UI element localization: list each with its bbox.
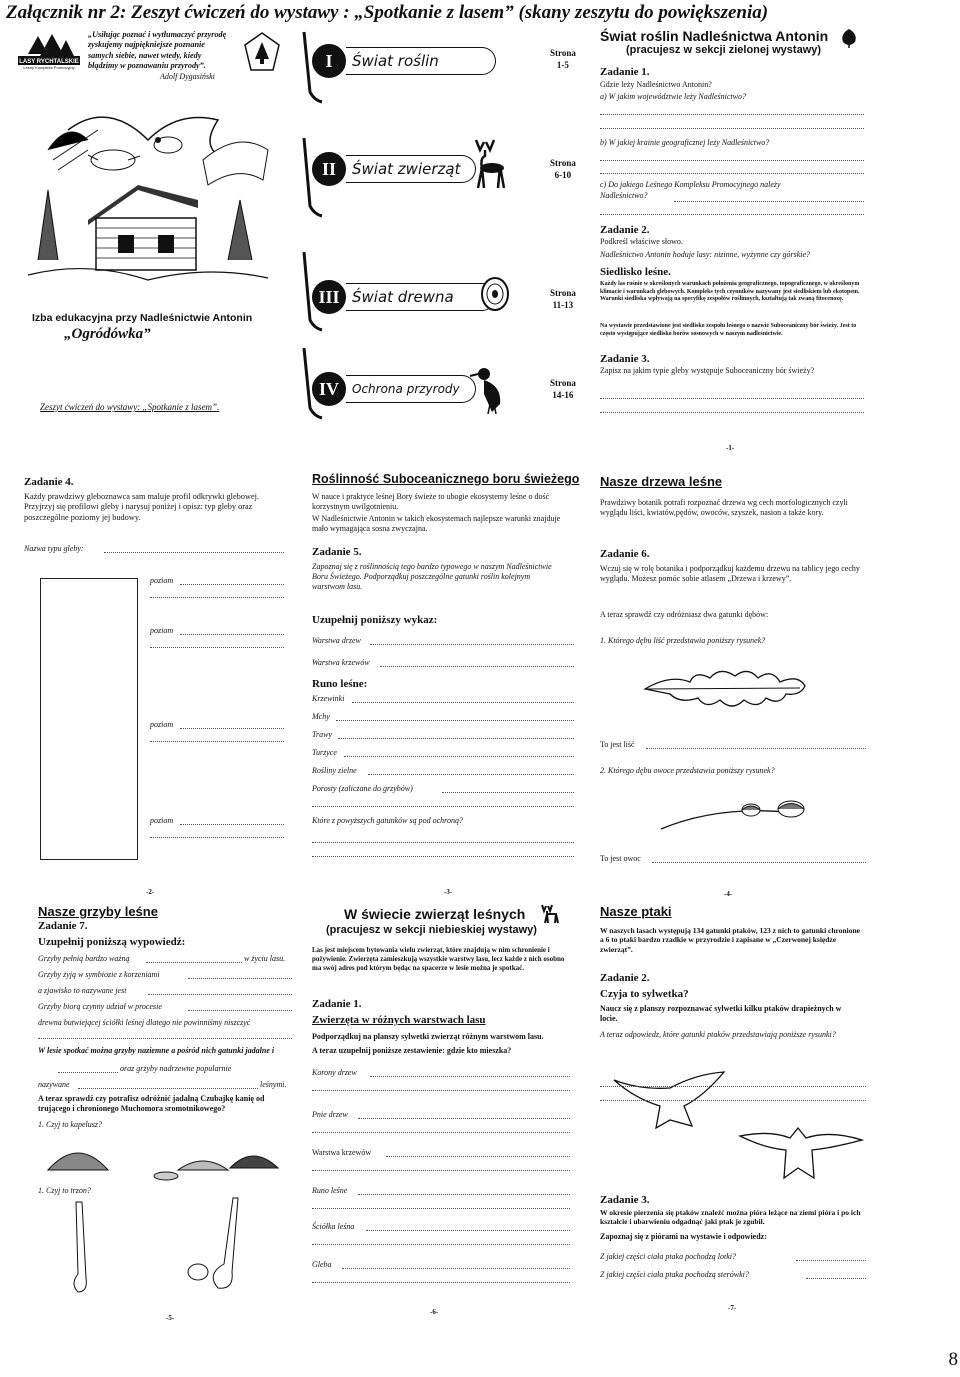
answer-line[interactable] <box>146 962 242 963</box>
p7-z2-t: Naucz się z planszy rozpoznawać sylwetki kilku ptaków drapieżnych w locie. <box>600 1004 842 1023</box>
answer-line[interactable] <box>380 666 574 667</box>
answer-line[interactable] <box>370 1076 570 1077</box>
p1-z2: Zadanie 2. <box>600 224 650 236</box>
answer-line[interactable] <box>600 173 864 174</box>
answer-line[interactable] <box>312 1170 570 1171</box>
p1-z3: Zadanie 3. <box>600 353 650 365</box>
answer-line[interactable] <box>312 1090 570 1091</box>
p5-l1: Grzyby pełnią bardzo ważną <box>38 954 130 963</box>
answer-line[interactable] <box>600 412 864 413</box>
page-number-3: -3- <box>444 888 453 896</box>
page-title: Załącznik nr 2: Zeszyt ćwiczeń do wystawy : „Spotkanie z lasem” (skany zeszytu do powiększenia) <box>6 2 769 23</box>
bird-silhouettes-drawing <box>600 1066 870 1206</box>
strona-label: Strona <box>550 288 576 298</box>
page-number-7: -7- <box>728 1304 737 1312</box>
strona-pages: 6-10 <box>554 169 572 180</box>
toc-item <box>300 348 590 420</box>
toc-label: Świat zwierząt <box>346 155 476 183</box>
toc-item <box>300 32 590 102</box>
strona-pages: 1-5 <box>556 59 569 70</box>
lasy-rychtalskie-logo <box>18 34 80 74</box>
p5-l2: Grzyby żyją w symbiozie z korzeniami <box>38 970 160 979</box>
layer-item: Warstwa krzewów <box>312 1148 372 1157</box>
p1-z1-q: Gdzie leży Nadleśnictwo Antonin? <box>600 80 712 89</box>
logo-left-sub: Leśny Kompleks Promocyjny <box>23 65 75 70</box>
p1-z1-b: b) W jakiej krainie geograficznej leży Nadleśnictwo? <box>600 138 770 147</box>
answer-line[interactable] <box>150 647 284 648</box>
p4-q1: 1. Którego dębu liść przedstawia poniższy rysunek? <box>600 636 766 645</box>
p1-siedlisko: Siedlisko leśne. <box>600 266 671 278</box>
p3-w2: Warstwa krzewów <box>312 658 370 667</box>
page-1-panel <box>598 28 868 458</box>
answer-line[interactable] <box>352 702 574 703</box>
answer-line[interactable] <box>600 214 864 215</box>
strona-pages: 14-16 <box>552 389 574 400</box>
answer-line[interactable] <box>600 128 864 129</box>
toc-item <box>300 252 590 342</box>
answer-line[interactable] <box>180 728 284 729</box>
strona-label: Strona <box>550 158 576 168</box>
p4-t: Prawdziwy botanik potrafi rozpoznać drzewa wg cech morfologicznych czyli wyglądu liści, kwiatów,pędów, owoców, szyszek, nasion a także kory. <box>600 498 848 517</box>
p2-z4-t: Każdy prawdziwy gleboznawca sam maluje profil odkrywki glebowej. Przyjrzyj się profilowi gleby i narysuj poniżej i opisz: typ gleby oraz poszczególne poziomy jej budowy. <box>24 492 260 522</box>
p3-t1: W nauce i praktyce leśnej Bory świeże to ubogie ekosystemy leśne o dość korzystnym uwilgotnieniu. <box>312 492 550 511</box>
p7-q1: Z jakiej części ciała ptaka pochodzą lotki? <box>600 1252 736 1261</box>
toc-label: Świat drewna <box>346 283 496 311</box>
layer-item: Ściółka leśna <box>312 1222 355 1231</box>
p7-z2-q: Czyja to sylwetka? <box>600 988 689 1000</box>
p4-lisc: To jest liść <box>600 740 635 749</box>
answer-line[interactable] <box>188 1010 292 1011</box>
p7-title: Nasze ptaki <box>600 904 672 919</box>
poziom-label: poziom <box>150 576 174 585</box>
answer-line[interactable] <box>312 806 574 807</box>
ogrodowka-text: „Ogródówka” <box>64 326 151 342</box>
mushroom-stems-drawing <box>48 1194 288 1304</box>
roman-numeral: I <box>312 44 346 78</box>
answer-line[interactable] <box>366 1230 570 1231</box>
p7-z2-t2: A teraz odpowiedz, które gatunki ptaków przedstawiają poniższe rysunki? <box>600 1030 836 1039</box>
answer-line[interactable] <box>386 1156 570 1157</box>
p5-l6b: oraz grzyby nadrzewne popularnie <box>120 1064 232 1073</box>
answer-line[interactable] <box>150 597 284 598</box>
page-3-panel <box>312 472 580 896</box>
p1-z2-t: Nadleśnictwo Antonin hoduje lasy: nizinne, wyżynne czy górskie? <box>600 250 811 259</box>
answer-line[interactable] <box>148 994 292 995</box>
runo-item: Mchy <box>312 712 330 721</box>
answer-line[interactable] <box>38 1038 292 1039</box>
p2-nazwa: Nazwa typu gleby: <box>24 544 84 553</box>
p5-q1: 1. Czyj to kapelusz? <box>38 1120 102 1129</box>
quote-line: samych siebie, nawet wtedy, kiedy <box>88 50 202 60</box>
p6-title: W świecie zwierząt leśnych <box>344 906 526 922</box>
answer-line[interactable] <box>188 978 292 979</box>
p1-z3-q: Zapisz na jakim typie gleby występuje Suboceaniczny bór świeży? <box>600 366 815 375</box>
p5-l7: nazywane <box>38 1080 70 1089</box>
page-number-1: -1- <box>726 444 735 452</box>
p6-z1-t: Podporządkuj na planszy sylwetki zwierząt różnym warstwom lasu. <box>312 1032 544 1041</box>
roman-numeral: IV <box>312 372 346 406</box>
log-icon <box>480 274 510 314</box>
p5-t: A teraz sprawdź czy potrafisz odróżnić jadalną Czubajkę kanię od trującego i chronionego Muchomora sromotnikowego? <box>38 1094 265 1113</box>
p2-z4: Zadanie 4. <box>24 476 74 488</box>
p7-z3-t2: Zapoznaj się z piórami na wystawie i odpowiedz: <box>600 1232 767 1241</box>
zeszyt-text: Zeszyt ćwiczeń do wystawy: „Spotkanie z lasem”. <box>40 402 220 412</box>
answer-line[interactable] <box>180 584 284 585</box>
answer-line[interactable] <box>150 741 284 742</box>
page-number-6: -6- <box>430 1308 439 1316</box>
page-number-4: -4- <box>724 890 733 898</box>
roman-numeral: III <box>312 280 346 314</box>
p5-l1b: w życiu lasu. <box>244 954 286 963</box>
lasy-panstwowe-logo <box>244 32 280 72</box>
runo-item: Rośliny zielne <box>312 766 357 775</box>
page-4-panel <box>600 474 870 898</box>
toc-strona <box>550 158 576 181</box>
p3-z5-t: Zapoznaj się z roślinnością tego bardzo typowego w naszym Nadleśnictwie Boru Świeżego. Podporządkuj poszczególne gatunki roślin kolejnym warstwom lasu. <box>312 562 552 591</box>
answer-line[interactable] <box>104 552 284 553</box>
answer-line[interactable] <box>368 774 574 775</box>
p7-q2: Z jakiej części ciała ptaka pochodzą sterówki? <box>600 1270 749 1279</box>
p6-z1: Zadanie 1. <box>312 998 362 1010</box>
answer-line[interactable] <box>342 1268 570 1269</box>
quote-author: Adolf Dygasiński <box>160 72 215 81</box>
toc-panel <box>300 30 590 420</box>
toc-strona <box>550 288 576 311</box>
layer-item: Gleba <box>312 1260 332 1269</box>
p4-z6-t: Wczuj się w rolę botanika i podporządkuj każdemu drzewu na tablicy jego cechy wyglądu. Możesz pomóc sobie atlasem „Drzewa i krzewy”. <box>600 564 860 583</box>
forest-house-illustration <box>28 90 278 290</box>
deer-icon <box>470 138 510 193</box>
answer-line[interactable] <box>600 398 864 399</box>
p1-z1-c1: c) Do jakiego Leśnego Kompleksu Promocyjnego należy <box>600 180 781 189</box>
p3-w1: Warstwa drzew <box>312 636 361 645</box>
p1-title: Świat roślin Nadleśnictwa Antonin <box>600 28 829 44</box>
p6-z1-h: Zwierzęta w różnych warstwach lasu <box>312 1014 486 1026</box>
strona-label: Strona <box>550 48 576 58</box>
deer-small-icon <box>538 904 560 924</box>
p6-t: Las jest miejscem bytowania wielu zwierząt, które znajdują w nim schronienie i pożywienie. Zwierzęta zamieszkują wszystkie warstwy lasu, lecz każde z nich osobno ma swój adres pod którym będąc na spacerze w lesie można je spotkać. <box>312 946 565 972</box>
p4-q2: 2. Którego dębu owoce przedstawia poniższy rysunek? <box>600 766 775 775</box>
p5-l5: drewna butwiejącej ściółki leśnej dlatego nie powinniśmy niszczyć <box>38 1018 251 1027</box>
p3-t2: W Nadleśnictwie Antonin w takich ekosystemach najlepsze warunki znajduje mało wymagająca sosna zwyczajna. <box>312 514 561 533</box>
p7-z2: Zadanie 2. <box>600 972 650 984</box>
p3-title: Roślinność Suboceanicznego boru świeżego <box>312 472 580 486</box>
runo-item: Trawy <box>312 730 333 739</box>
poziom-label: poziom <box>150 626 174 635</box>
answer-line[interactable] <box>78 1088 258 1089</box>
answer-line[interactable] <box>312 1282 570 1283</box>
strona-label: Strona <box>550 378 576 388</box>
answer-line[interactable] <box>150 837 284 838</box>
toc-label: Ochrona przyrody <box>346 375 476 403</box>
answer-line[interactable] <box>646 748 866 749</box>
strona-pages: 11-13 <box>552 299 574 310</box>
toc-strona <box>550 48 576 71</box>
answer-line[interactable] <box>600 160 864 161</box>
p4-owoc: To jest owoc <box>600 854 641 863</box>
p1-subtitle: (pracujesz w sekcji zielonej wystawy) <box>626 44 822 56</box>
page-5-panel <box>38 904 296 1324</box>
answer-line[interactable] <box>312 842 574 843</box>
answer-line[interactable] <box>312 1132 570 1133</box>
cover-panel <box>18 30 280 420</box>
p7-z3-t: W okresie pierzenia się ptaków znaleźć można pióra leżące na ziemi pióra i po ich kształcie i ubarwieniu odgadnąć jaki ptak je zgubił. <box>600 1208 861 1227</box>
answer-line[interactable] <box>358 1118 570 1119</box>
p6-subtitle: (pracujesz w sekcji niebieskiej wystawy) <box>326 924 537 936</box>
answer-line[interactable] <box>312 1244 570 1245</box>
oak-leaf-drawing <box>640 664 840 714</box>
page-number: 8 <box>948 1349 958 1370</box>
p6-z1-t2: A teraz uzupełnij poniższe zestawienie: gdzie kto mieszka? <box>312 1046 512 1055</box>
p5-q2: 1. Czyj to trzon? <box>38 1186 91 1195</box>
answer-line[interactable] <box>312 856 574 857</box>
toc-item <box>300 138 590 228</box>
p1-z1-c2: Nadleśnictwo? <box>600 191 648 200</box>
p4-z6-t2: A teraz sprawdź czy odróżniasz dwa gatunki dębów: <box>600 610 769 619</box>
answer-line[interactable] <box>344 756 574 757</box>
answer-line[interactable] <box>58 1072 118 1073</box>
p4-z6: Zadanie 6. <box>600 548 650 560</box>
p5-z7: Zadanie 7. <box>38 920 88 932</box>
page-7-panel <box>600 904 870 1324</box>
p1-z1: Zadanie 1. <box>600 66 650 78</box>
layer-item: Korony drzew <box>312 1068 357 1077</box>
p1-z2-q: Podkreśl właściwe słowo. <box>600 237 683 246</box>
roman-numeral: II <box>312 152 346 186</box>
logo-left-text: LASY RYCHTALSKIE <box>19 59 79 65</box>
leaf-icon <box>840 28 858 48</box>
answer-line[interactable] <box>796 1260 866 1261</box>
p4-title: Nasze drzewa leśne <box>600 474 723 489</box>
runo-item: Porosty (zaliczane do grzybów) <box>312 784 413 793</box>
poziom-label: poziom <box>150 720 174 729</box>
quote-line: błądzimy w poznawaniu przyrody”. <box>88 60 206 70</box>
cover-quote <box>88 30 248 71</box>
page-number-2: -2- <box>146 888 155 896</box>
p7-t: W naszych lasach występują 134 gatunki ptaków, 123 z nich to gatunki chronione a 6 to ptaki bardzo rzadkie w przyrodzie i zapisane w „Czerwonej księdze zwierząt”. <box>600 926 860 954</box>
acorn-drawing <box>656 794 856 834</box>
page-6-panel <box>312 904 574 1324</box>
answer-line[interactable] <box>180 634 284 635</box>
runo-item: Krzewinki <box>312 694 345 703</box>
answer-line[interactable] <box>338 738 574 739</box>
p1-z1-a: a) W jakim województwie leży Nadleśnictwo? <box>600 92 746 101</box>
stork-icon <box>472 364 508 414</box>
toc-label: Świat roślin <box>346 47 496 75</box>
p3-uzup: Uzupełnij poniższy wykaz: <box>312 614 438 626</box>
p5-l4: Grzyby biorą czynny udział w procesie <box>38 1002 162 1011</box>
answer-line[interactable] <box>806 1278 866 1279</box>
layer-item: Pnie drzew <box>312 1110 348 1119</box>
p5-l3: a zjawisko to nazywane jest <box>38 986 127 995</box>
izba-text: Izba edukacyjna przy Nadleśnictwie Antonin <box>32 312 253 324</box>
p5-l6: W lesie spotkać można grzyby naziemne a pośród nich gatunki jadalne i <box>38 1046 275 1055</box>
p5-l7b: leśnymi. <box>260 1080 287 1089</box>
answer-line[interactable] <box>180 824 284 825</box>
p3-z5: Zadanie 5. <box>312 546 362 558</box>
p3-chron: Które z powyższych gatunków są pod ochroną? <box>312 816 463 825</box>
page-2-panel <box>24 476 294 896</box>
runo-item: Turzyce <box>312 748 337 757</box>
p5-title: Nasze grzyby leśne <box>38 904 158 919</box>
p3-runo: Runo leśne: <box>312 678 368 690</box>
layer-item: Runo leśne <box>312 1186 348 1195</box>
p1-siedlisko-t: Każdy las rośnie w określonych warunkach położenia geograficznego, topograficznego, w określonym klimacie i warunkach glebowych. Kompleks tych czynników nazywany jest siedliskiem lub ekotopem. Warunki siedliska wpływają na specyfikę zespołów roślinnych, kształtują tak zwaną fitocenozę. <box>600 281 860 302</box>
answer-line[interactable] <box>674 201 864 202</box>
answer-line[interactable] <box>312 1208 570 1209</box>
answer-line[interactable] <box>442 792 574 793</box>
answer-line[interactable] <box>600 114 864 115</box>
soil-profile-box[interactable] <box>40 578 138 860</box>
answer-line[interactable] <box>600 1086 866 1087</box>
page-number-5: -5- <box>166 1314 175 1322</box>
quote-line: zyskujemy najpiękniejsze poznanie <box>88 40 205 50</box>
poziom-label: poziom <box>150 816 174 825</box>
answer-line[interactable] <box>358 1194 570 1195</box>
answer-line[interactable] <box>652 862 866 863</box>
toc-strona <box>550 378 576 401</box>
answer-line[interactable] <box>600 1100 866 1101</box>
quote-line: „Usiłując poznać i wytłumaczyć przyrodę <box>88 30 227 39</box>
p7-z3: Zadanie 3. <box>600 1194 650 1206</box>
answer-line[interactable] <box>370 644 574 645</box>
p1-wystawa-t: Na wystawie przedstawione jest siedlisko zespołu leśnego o nazwie Suboceaniczny bór świeży. Jest to często występujące siedlisko borów sosnowych w naszym nadleśnictwie. <box>600 323 857 337</box>
answer-line[interactable] <box>336 720 574 721</box>
p5-uzup: Uzupełnij poniższą wypowiedź: <box>38 936 186 948</box>
